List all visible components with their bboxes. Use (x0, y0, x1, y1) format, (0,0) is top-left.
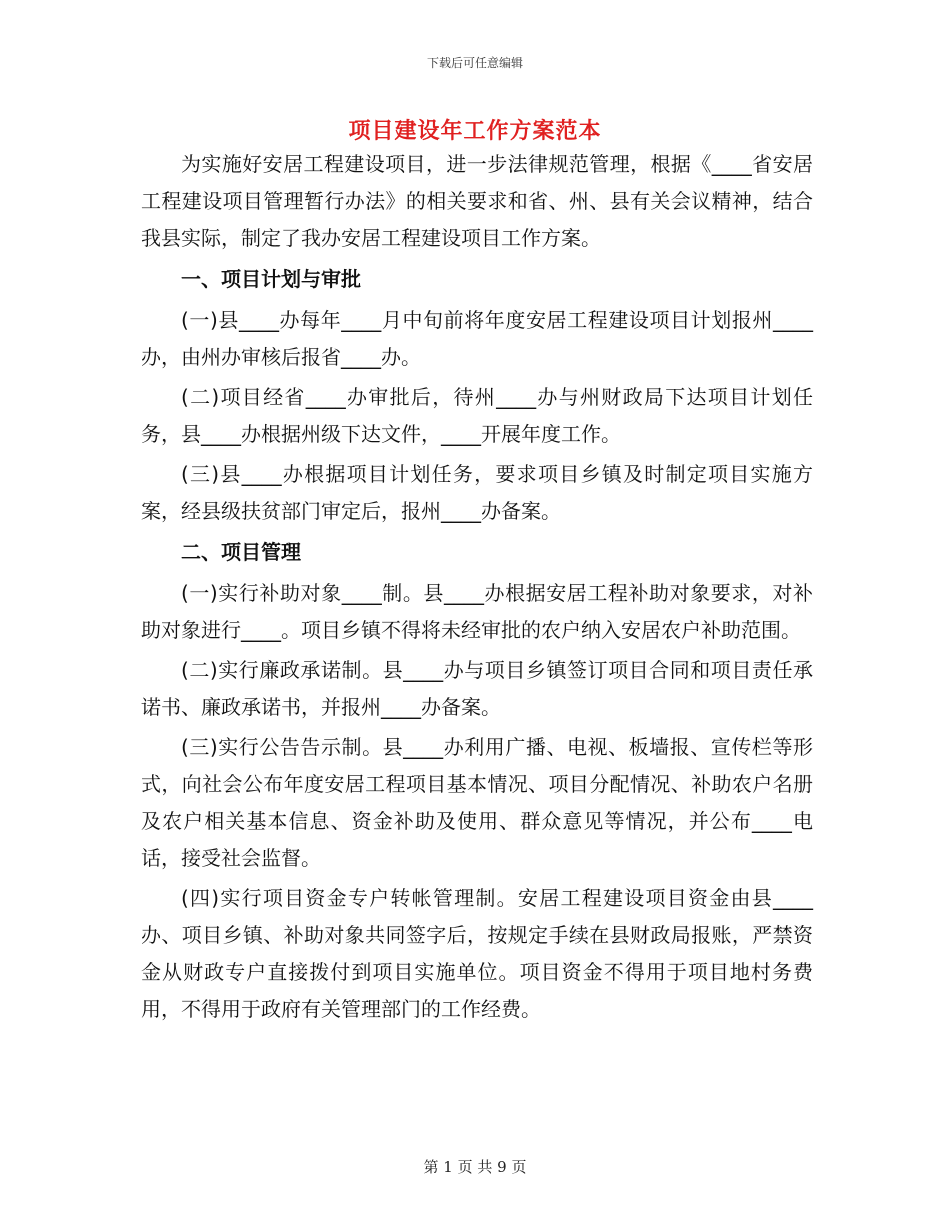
section2-item-3: (三)实行公告告示制。县____办利用广播、电视、板墙报、宣传栏等形式，向社会公布年度安居工程项目基本情况、项目分配情况、补助农户名册及农户相关基本信息、资金补助及使用、群众意见等情况，并公布____电话，接受社会监督。 (141, 735, 813, 870)
section1-item-1: (一)县____办每年____月中旬前将年度安居工程建设项目计划报州____办，由州办审核后报省____办。 (141, 308, 813, 369)
document-body (141, 146, 813, 1031)
section2-item-1: (一)实行补助对象____制。县____办根据安居工程补助对象要求，对补助对象进行____。项目乡镇不得将未经审批的农户纳入安居农户补助范围。 (141, 581, 813, 642)
intro-paragraph: 为实施好安居工程建设项目，进一步法律规范管理，根据《____省安居工程建设项目管理暂行办法》的相关要求和省、州、县有关会议精神，结合我县实际，制定了我办安居工程建设项目工作方案。 (141, 152, 813, 250)
section-heading-management: 二、项目管理 (181, 540, 301, 564)
section1-item-3: (三)县____办根据项目计划任务，要求项目乡镇及时制定项目实施方案，经县级扶贫部门审定后，报州____办备案。 (141, 462, 813, 523)
document-title: 项目建设年工作方案范本 (348, 119, 602, 144)
section1-item-2: (二)项目经省____办审批后，待州____办与州财政局下达项目计划任务，县____办根据州级下达文件，____开展年度工作。 (141, 385, 813, 446)
section2-item-4: (四)实行项目资金专户转帐管理制。安居工程建设项目资金由县____办、项目乡镇、补助对象共同签字后，按规定手续在县财政局报账，严禁资金从财政专户直接拨付到项目实施单位。项目资金不得用于项目地村务费用，不得用于政府有关管理部门的工作经费。 (141, 886, 813, 1021)
header-note: 下载后可任意编辑 (426, 56, 523, 70)
section-heading-plan: 一、项目计划与审批 (181, 267, 361, 291)
section2-item-2: (二)实行廉政承诺制。县____办与项目乡镇签订项目合同和项目责任承诺书、廉政承诺书，并报州____办备案。 (141, 658, 813, 719)
page-number-footer: 第 1 页 共 9 页 (423, 1158, 527, 1176)
